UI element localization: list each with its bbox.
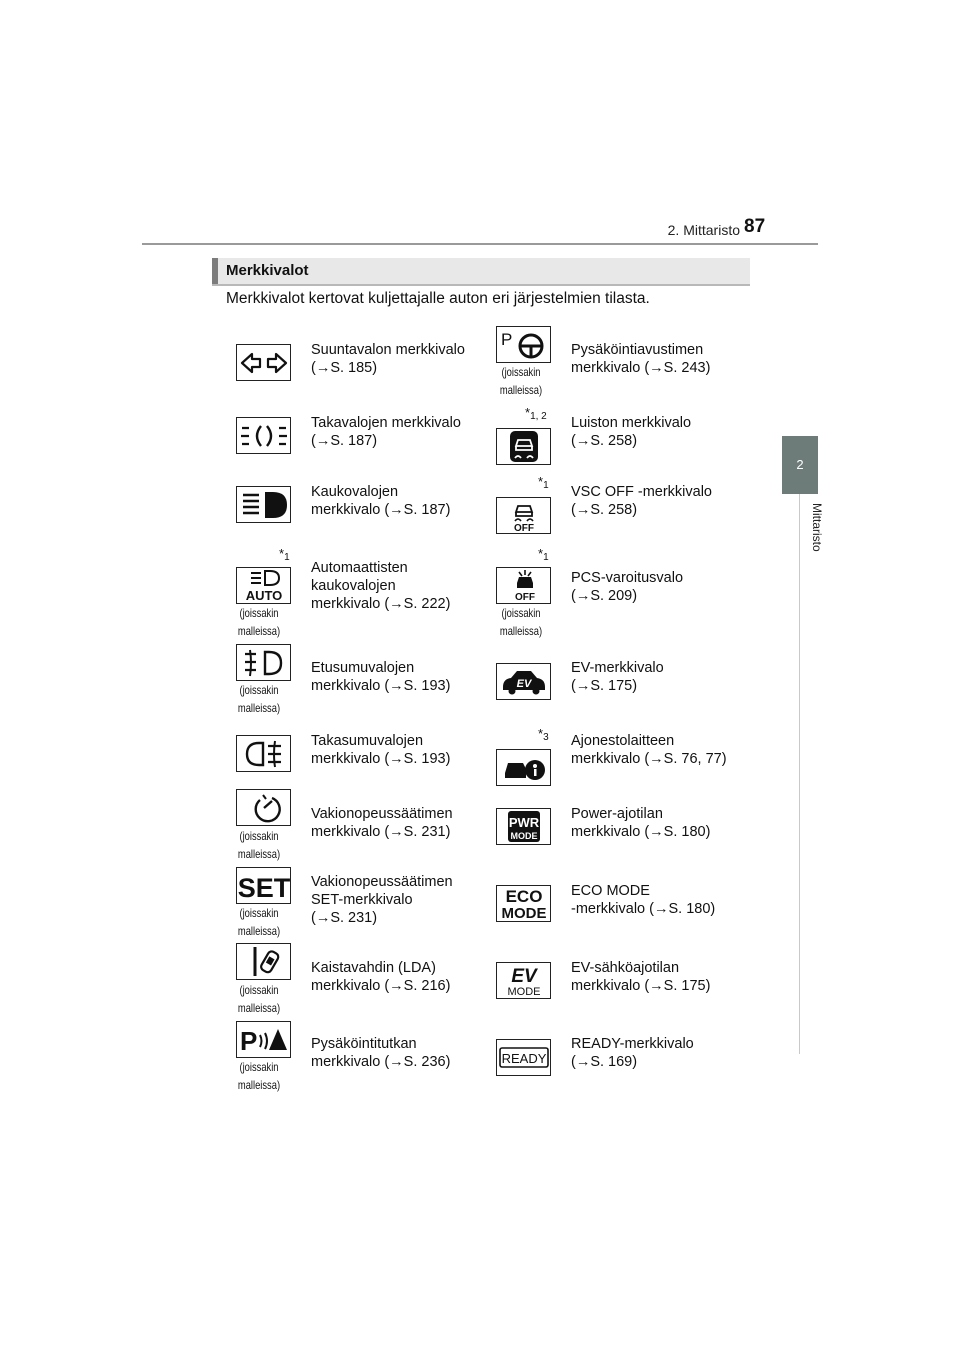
footnote-mark: $*_1$: [538, 474, 549, 491]
model-note: (joissakin malleissa): [237, 683, 281, 715]
section-intro: Merkkivalot kertovat kuljettajalle auton eri järjestelmien tilasta.: [226, 290, 650, 307]
item-description: EV-merkkivalo (→S. 175): [571, 660, 664, 694]
model-note: (joissakin malleissa): [237, 906, 281, 938]
pwr-mode-icon: [496, 808, 551, 845]
item-description: PCS-varoitusvalo (→S. 209): [571, 570, 684, 604]
high-beam-icon: [236, 486, 291, 523]
cruise-control-icon: [236, 789, 291, 826]
model-note: (joissakin malleissa): [499, 365, 543, 397]
chapter-tab: 2: [782, 436, 818, 494]
security-icon: [496, 749, 551, 786]
svg-text:P: P: [239, 1026, 257, 1056]
item-description: Luiston merkkivalo (→S. 258): [571, 415, 692, 449]
pwr-mode-icon-text: MODE: [510, 831, 537, 841]
model-note: (joissakin malleissa): [237, 829, 281, 861]
parking-assist-icon: [496, 326, 551, 363]
lane-departure-icon: [236, 943, 291, 980]
ev-mode-icon: [496, 962, 551, 999]
auto-high-beam-icon: [236, 567, 291, 604]
section-heading: [212, 258, 750, 286]
eco-mode-icon-text: MODE: [501, 905, 546, 921]
item-description: Takasumuvalojen merkkivalo (→S. 193): [311, 733, 451, 767]
header-rule: [142, 243, 818, 245]
item-description: Suuntavalon merkkivalo (→S. 185): [311, 342, 465, 376]
footnote-mark: $*_3$: [538, 726, 549, 743]
slip-icon: [496, 428, 551, 465]
ev-mode-mode-text: MODE: [507, 986, 540, 997]
set-icon: [236, 867, 291, 904]
section-marker: [212, 258, 218, 284]
ready-icon-text: READY: [501, 1051, 546, 1066]
section-title: Merkkivalot: [226, 262, 309, 279]
model-note: (joissakin malleissa): [237, 1060, 281, 1092]
svg-text:P: P: [500, 330, 512, 349]
turn-signal-icon: [236, 344, 291, 381]
item-description: EV-sähköajotilan merkkivalo (→S. 175): [571, 960, 711, 994]
footnote-mark: $*_1$: [538, 546, 549, 563]
item-description: READY-merkkivalo (→S. 169): [571, 1036, 694, 1070]
auto-icon-text: AUTO: [245, 588, 282, 602]
page-number: 87: [744, 216, 766, 237]
pcs-warning-icon: [496, 567, 551, 604]
pcs-icon-text: OFF: [514, 592, 535, 602]
eco-mode-icon: [496, 885, 551, 922]
item-description: Ajonestolaitteen merkkivalo (→S. 76, 77): [571, 733, 727, 767]
chapter-label: Mittaristo: [810, 503, 824, 552]
item-description: ECO MODE -merkkivalo (→S. 180): [571, 883, 716, 917]
rear-fog-icon: [236, 735, 291, 772]
model-note: (joissakin malleissa): [237, 983, 281, 1015]
item-description: Etusumuvalojen merkkivalo (→S. 193): [311, 660, 451, 694]
set-icon-text: SET: [237, 873, 290, 902]
model-note: (joissakin malleissa): [237, 606, 281, 638]
front-fog-icon: [236, 644, 291, 681]
eco-icon-text: ECO: [505, 887, 542, 906]
ready-icon: [496, 1039, 551, 1076]
footnote-mark: $*_{1, 2}$: [525, 405, 547, 422]
side-divider: [799, 494, 800, 1054]
parking-sensor-icon: [236, 1021, 291, 1058]
header-section-title: 2. Mittaristo: [667, 222, 740, 238]
tail-light-icon: [236, 417, 291, 454]
item-description: Automaattisten kaukovalojen merkkivalo (→S. 222): [311, 560, 451, 612]
item-description: Pysäköintitutkan merkkivalo (→S. 236): [311, 1036, 451, 1070]
model-note: (joissakin malleissa): [499, 606, 543, 638]
item-description: Vakionopeussäätimen merkkivalo (→S. 231): [311, 806, 453, 840]
item-description: Takavalojen merkkivalo (→S. 187): [311, 415, 461, 449]
ev-icon: [496, 663, 551, 700]
item-description: Vakionopeussäätimen SET-merkkivalo (→S. 231): [311, 874, 453, 926]
item-description: Pysäköintiavustimen merkkivalo (→S. 243): [571, 342, 711, 376]
ev-icon-text: EV: [516, 678, 531, 690]
item-description: VSC OFF -merkkivalo (→S. 258): [571, 484, 712, 518]
item-description: Power-ajotilan merkkivalo (→S. 180): [571, 806, 711, 840]
ev-mode-ev-text: EV: [510, 966, 537, 987]
vsc-off-icon: [496, 497, 551, 534]
vsc-off-icon-text: OFF: [513, 523, 534, 532]
pwr-icon-text: PWR: [508, 815, 539, 830]
footnote-mark: $*_1$: [279, 546, 290, 563]
item-description: Kaukovalojen merkkivalo (→S. 187): [311, 484, 451, 518]
item-description: Kaistavahdin (LDA) merkkivalo (→S. 216): [311, 960, 451, 994]
